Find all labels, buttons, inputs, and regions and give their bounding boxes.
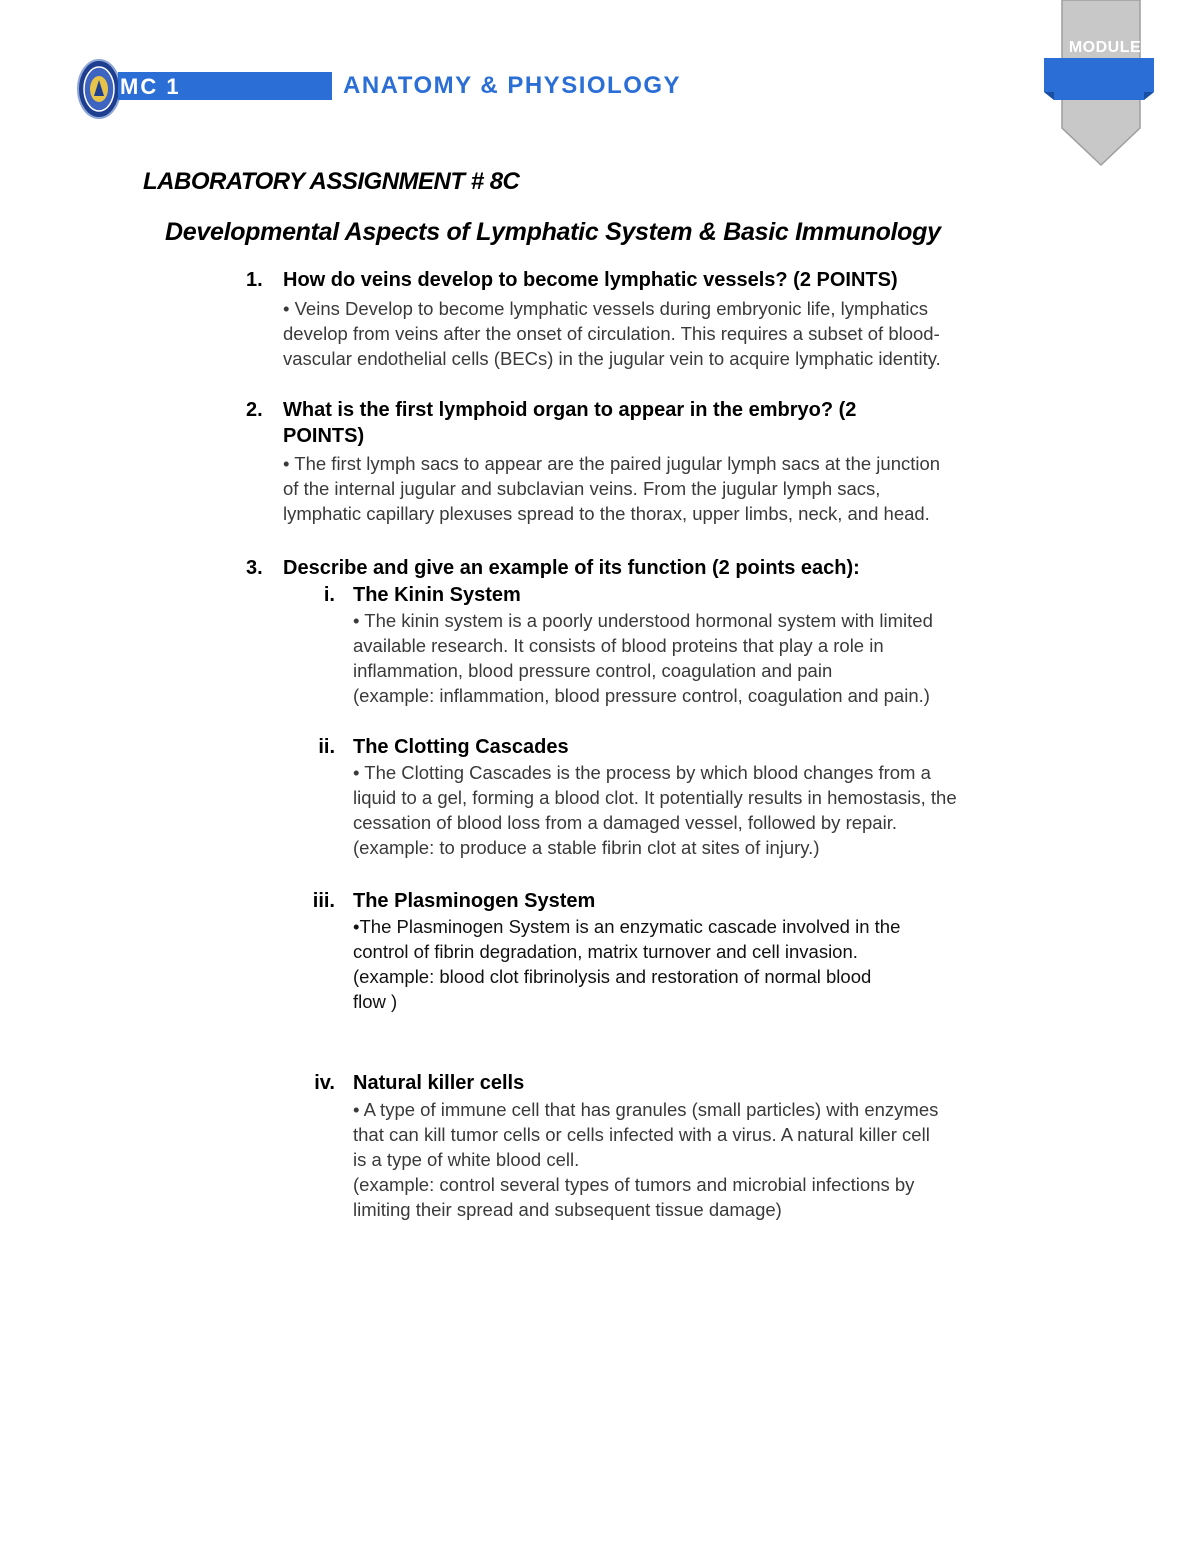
question-number: 2. [246, 399, 263, 421]
module-label: MODULE [1068, 39, 1142, 56]
school-seal-logo [76, 58, 122, 120]
sub-item-number: ii. [318, 736, 335, 758]
course-code-banner: MC 1 [118, 72, 332, 100]
question-number: 3. [246, 557, 263, 579]
sub-item-title: The Plasminogen System [353, 890, 596, 912]
sub-item-answer: • The kinin system is a poorly understood hormonal system with limited available research. It consists of blood proteins that play a role in inflammation, blood pressure control, coagulation and pain (example: inflammation, blood pressure control, coagulation and pain.) [353, 610, 933, 706]
sub-item-title: The Kinin System [353, 584, 521, 606]
sub-item-title: The Clotting Cascades [353, 736, 569, 758]
sub-item-answer: • A type of immune cell that has granules (small particles) with enzymes that can kill tumor cells or cells infected with a virus. A natural killer cell is a type of white blood cell. (example: control several types of tumors and microbial infections by limiting their spread and subsequent tissue damage) [353, 1099, 939, 1220]
sub-item-number: iv. [314, 1072, 335, 1094]
subject-title: ANATOMY & PHYSIOLOGY [343, 72, 682, 99]
question-number: 1. [246, 269, 263, 291]
sub-item-number: iii. [312, 890, 335, 912]
sub-item-title: Natural killer cells [353, 1072, 525, 1094]
question-prompt: How do veins develop to become lymphatic vessels? (2 POINTS) [283, 269, 898, 291]
question-prompt: Describe and give an example of its function (2 points each): [283, 557, 860, 579]
question-prompt: What is the first lymphoid organ to appear in the embryo? (2 POINTS) [283, 399, 857, 447]
question-answer: • The first lymph sacs to appear are the paired jugular lymph sacs at the junction of the internal jugular and subclavian veins. From the jugular lymph sacs, lymphatic capillary plexuses spread to the thorax, upper limbs, neck, and head. [283, 453, 941, 524]
question-answer: • Veins Develop to become lymphatic vessels during embryonic life, lymphatics develop from veins after the onset of circulation. This requires a subset of blood- vascular endothelial cells (BECs) in the jugular vein to acquire lymphatic identity. [283, 298, 941, 369]
assignment-title: LABORATORY ASSIGNMENT # 8C [143, 168, 520, 195]
sub-item-number: i. [323, 584, 335, 606]
sub-item-answer: •The Plasminogen System is an enzymatic cascade involved in the control of fibrin degradation, matrix turnover and cell invasion. (example: blood clot fibrinolysis and restoration of normal blood flow ) [353, 916, 901, 1012]
assignment-subtitle: Developmental Aspects of Lymphatic System & Basic Immunology [165, 218, 941, 246]
module-badge-icon [1040, 0, 1158, 170]
sub-item-answer: • The Clotting Cascades is the process by which blood changes from a liquid to a gel, forming a blood clot. It potentially results in hemostasis, the cessation of blood loss from a damaged vessel, followed by repair. (example: to produce a stable fibrin clot at sites of injury.) [353, 762, 957, 858]
